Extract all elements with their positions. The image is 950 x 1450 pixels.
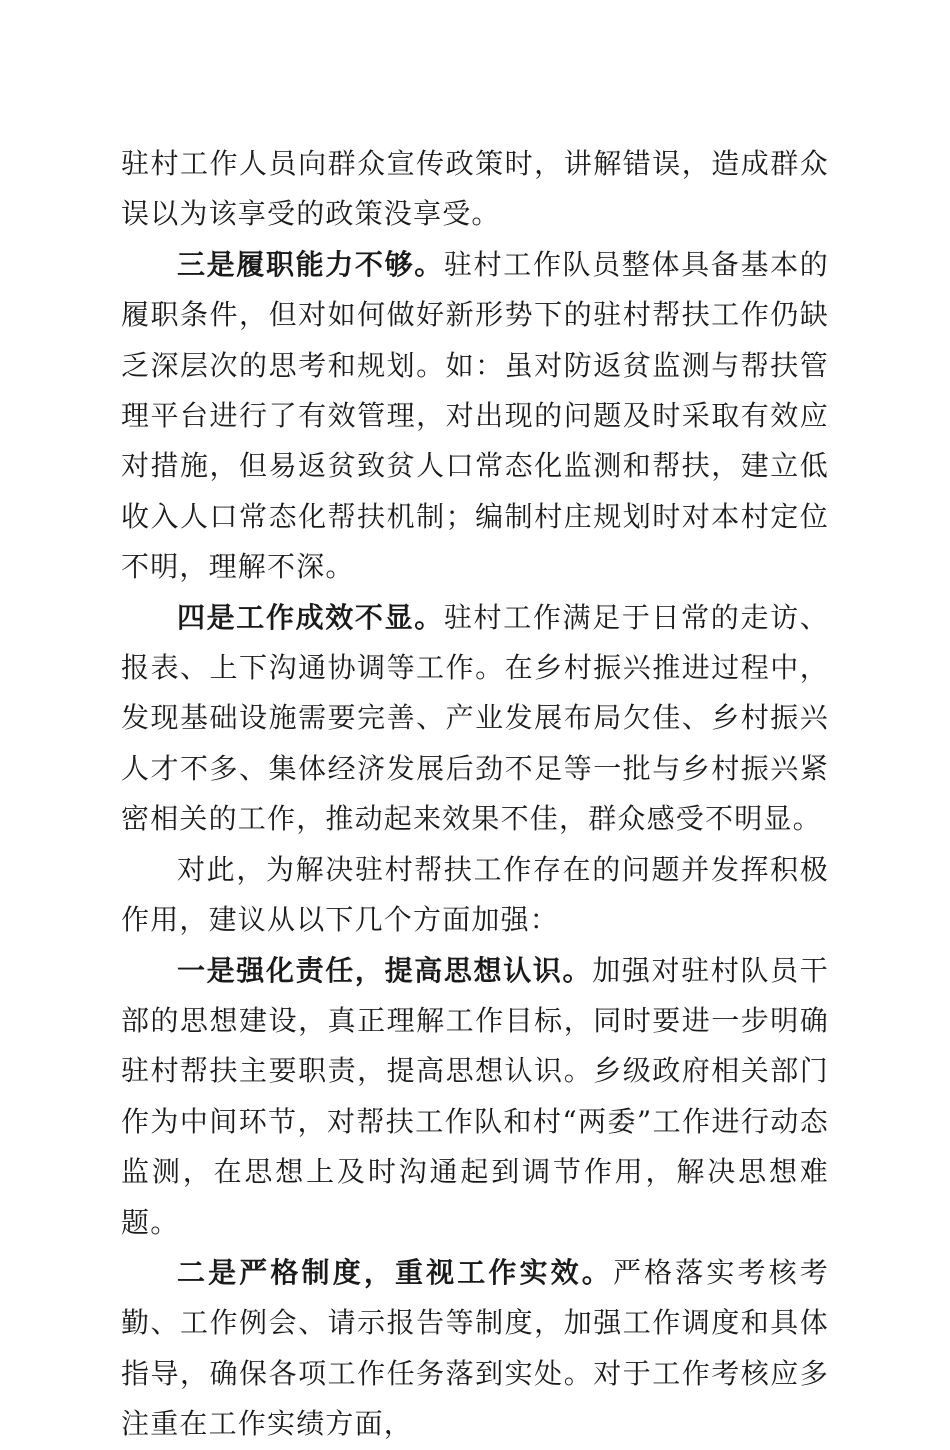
paragraph-4-text: 对此，为解决驻村帮扶工作存在的问题并发挥积极作用，建议从以下几个方面加强： bbox=[121, 852, 829, 937]
paragraph-1 bbox=[121, 139, 829, 240]
paragraph-6 bbox=[121, 1248, 829, 1450]
paragraph-1-text: 驻村工作人员向群众宣传政策时，讲解错误，造成群众误以为该享受的政策没享受。 bbox=[121, 147, 829, 231]
paragraph-4 bbox=[121, 845, 829, 946]
paragraph-2-text: 驻村工作队员整体具备基本的履职条件，但对如何做好新形势下的驻村帮扶工作仍缺乏深层次的思考和规划。如：虽对防返贫监测与帮扶管理平台进行了有效管理，对出现的问题及时采取有效应对措施，但易返贫致贫人口常态化监测和帮扶，建立低收入人口常态化帮扶机制；编制村庄规划时对本村定位不明，理解不深。 bbox=[121, 247, 829, 584]
paragraph-2-lead: 三是履职能力不够。 bbox=[177, 247, 444, 281]
paragraph-5 bbox=[121, 946, 829, 1248]
document-page bbox=[121, 139, 829, 1450]
paragraph-3 bbox=[121, 593, 829, 845]
paragraph-6-text: 严格落实考核考勤、工作例会、请示报告等制度，加强工作调度和具体指导，确保各项工作任务落到实处。对于工作考核应多注重在工作实绩方面， bbox=[121, 1255, 829, 1441]
paragraph-2 bbox=[121, 240, 829, 593]
paragraph-5-lead: 一是强化责任，提高思想认识。 bbox=[177, 953, 593, 987]
paragraph-5-text: 加强对驻村队员干部的思想建设，真正理解工作目标，同时要进一步明确驻村帮扶主要职责，提高思想认识。乡级政府相关部门作为中间环节，对帮扶工作队和村“两委”工作进行动态监测，在思想上及时沟通起到调节作用，解决思想难题。 bbox=[121, 953, 829, 1239]
paragraph-3-text: 驻村工作满足于日常的走访、报表、上下沟通协调等工作。在乡村振兴推进过程中，发现基础设施需要完善、产业发展布局欠佳、乡村振兴人才不多、集体经济发展后劲不足等一批与乡村振兴紧密相关的工作，推动起来效果不佳，群众感受不明显。 bbox=[121, 600, 829, 836]
paragraph-6-lead: 二是严格制度，重视工作实效。 bbox=[177, 1255, 613, 1289]
paragraph-3-lead: 四是工作成效不显。 bbox=[177, 600, 444, 634]
